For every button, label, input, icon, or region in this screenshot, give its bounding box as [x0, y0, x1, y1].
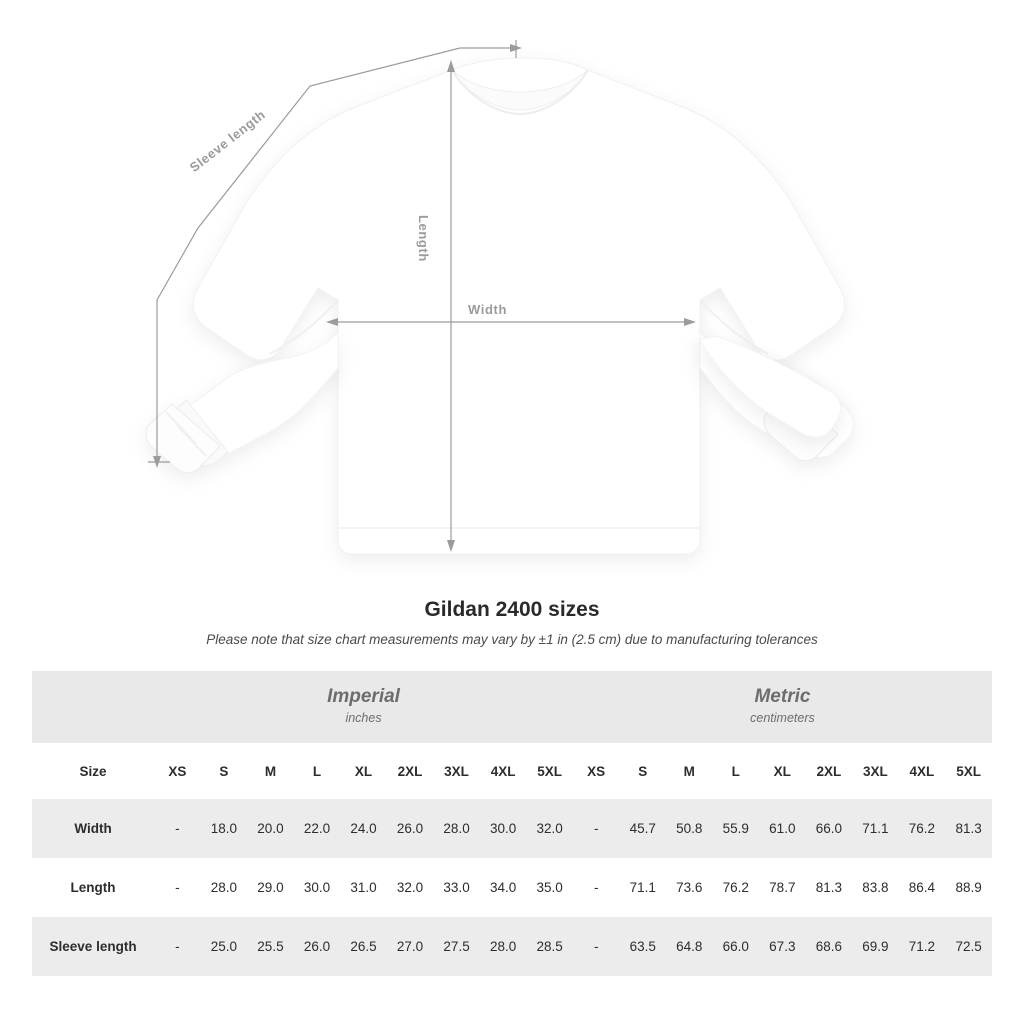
width-label: Width — [468, 302, 507, 317]
row-label-width: Width — [32, 799, 154, 858]
size-chart-table — [32, 671, 992, 976]
size-col-metric-5xl: 5XL — [945, 743, 992, 799]
size-col-imperial-s: S — [201, 743, 248, 799]
cell-sleeve-metric-4xl: 71.2 — [899, 917, 946, 976]
size-col-imperial-2xl: 2XL — [387, 743, 434, 799]
size-table-wrap — [32, 671, 992, 976]
cell-length-metric-xl: 78.7 — [759, 858, 806, 917]
cell-width-metric-xs: - — [573, 799, 620, 858]
cell-length-imperial-xl: 31.0 — [340, 858, 387, 917]
cell-sleeve-metric-s: 63.5 — [619, 917, 666, 976]
size-col-metric-xs: XS — [573, 743, 620, 799]
cell-length-imperial-2xl: 32.0 — [387, 858, 434, 917]
cell-sleeve-metric-l: 66.0 — [713, 917, 760, 976]
cell-width-imperial-m: 20.0 — [247, 799, 294, 858]
cell-length-metric-3xl: 83.8 — [852, 858, 899, 917]
size-col-imperial-4xl: 4XL — [480, 743, 527, 799]
title-block — [0, 598, 1024, 647]
cell-sleeve-metric-3xl: 69.9 — [852, 917, 899, 976]
size-col-metric-xl: XL — [759, 743, 806, 799]
cell-sleeve-imperial-3xl: 27.5 — [433, 917, 480, 976]
page-title: Gildan 2400 sizes — [424, 598, 600, 621]
cell-length-imperial-m: 29.0 — [247, 858, 294, 917]
cell-length-imperial-xs: - — [154, 858, 201, 917]
cell-sleeve-imperial-l: 26.0 — [294, 917, 341, 976]
cell-width-imperial-l: 22.0 — [294, 799, 341, 858]
size-col-imperial-5xl: 5XL — [526, 743, 573, 799]
cell-width-metric-5xl: 81.3 — [945, 799, 992, 858]
size-col-metric-4xl: 4XL — [899, 743, 946, 799]
group-spacer — [32, 671, 154, 743]
cell-width-imperial-4xl: 30.0 — [480, 799, 527, 858]
table-row — [32, 858, 992, 917]
cell-width-metric-xl: 61.0 — [759, 799, 806, 858]
cell-sleeve-imperial-xs: - — [154, 917, 201, 976]
cell-sleeve-imperial-m: 25.5 — [247, 917, 294, 976]
group-metric-name: Metric — [754, 686, 811, 708]
group-imperial — [154, 671, 573, 743]
size-col-metric-2xl: 2XL — [806, 743, 853, 799]
group-imperial-name: Imperial — [327, 686, 400, 708]
cell-length-metric-s: 71.1 — [619, 858, 666, 917]
cell-width-imperial-5xl: 32.0 — [526, 799, 573, 858]
cell-length-imperial-s: 28.0 — [201, 858, 248, 917]
cell-length-metric-l: 76.2 — [713, 858, 760, 917]
cell-sleeve-imperial-xl: 26.5 — [340, 917, 387, 976]
row-label-sleeve-length: Sleeve length — [32, 917, 154, 976]
cell-length-metric-2xl: 81.3 — [806, 858, 853, 917]
size-col-metric-3xl: 3XL — [852, 743, 899, 799]
size-col-imperial-xl: XL — [340, 743, 387, 799]
cell-width-metric-4xl: 76.2 — [899, 799, 946, 858]
length-label: Length — [416, 215, 431, 262]
cell-sleeve-metric-5xl: 72.5 — [945, 917, 992, 976]
cell-sleeve-metric-m: 64.8 — [666, 917, 713, 976]
size-col-imperial-3xl: 3XL — [433, 743, 480, 799]
cell-width-imperial-xs: - — [154, 799, 201, 858]
cell-length-metric-5xl: 88.9 — [945, 858, 992, 917]
cell-sleeve-imperial-s: 25.0 — [201, 917, 248, 976]
sleeve-length-label: Sleeve length — [186, 106, 269, 175]
cell-width-imperial-2xl: 26.0 — [387, 799, 434, 858]
cell-sleeve-imperial-4xl: 28.0 — [480, 917, 527, 976]
size-col-metric-s: S — [619, 743, 666, 799]
group-metric-unit: centimeters — [750, 710, 815, 725]
cell-width-metric-m: 50.8 — [666, 799, 713, 858]
cell-width-metric-l: 55.9 — [713, 799, 760, 858]
group-metric — [573, 671, 992, 743]
cell-width-imperial-s: 18.0 — [201, 799, 248, 858]
cell-sleeve-imperial-2xl: 27.0 — [387, 917, 434, 976]
cell-sleeve-metric-xs: - — [573, 917, 620, 976]
cell-width-metric-2xl: 66.0 — [806, 799, 853, 858]
cell-width-metric-s: 45.7 — [619, 799, 666, 858]
cell-width-imperial-3xl: 28.0 — [433, 799, 480, 858]
cell-length-imperial-4xl: 34.0 — [480, 858, 527, 917]
cell-length-imperial-5xl: 35.0 — [526, 858, 573, 917]
cell-length-metric-xs: - — [573, 858, 620, 917]
cell-length-imperial-l: 30.0 — [294, 858, 341, 917]
size-col-imperial-xs: XS — [154, 743, 201, 799]
size-col-metric-l: L — [713, 743, 760, 799]
cell-sleeve-metric-xl: 67.3 — [759, 917, 806, 976]
table-row — [32, 917, 992, 976]
size-col-imperial-m: M — [247, 743, 294, 799]
cell-length-metric-4xl: 86.4 — [899, 858, 946, 917]
size-header-row — [32, 743, 992, 799]
row-label-length: Length — [32, 858, 154, 917]
cell-width-imperial-xl: 24.0 — [340, 799, 387, 858]
size-header-cell: Size — [32, 743, 154, 799]
cell-length-imperial-3xl: 33.0 — [433, 858, 480, 917]
size-col-imperial-l: L — [294, 743, 341, 799]
cell-sleeve-metric-2xl: 68.6 — [806, 917, 853, 976]
unit-group-row — [32, 671, 992, 743]
size-col-metric-m: M — [666, 743, 713, 799]
table-row — [32, 799, 992, 858]
cell-width-metric-3xl: 71.1 — [852, 799, 899, 858]
cell-sleeve-imperial-5xl: 28.5 — [526, 917, 573, 976]
group-imperial-unit: inches — [345, 710, 382, 725]
tolerance-note: Please note that size chart measurements may vary by ±1 in (2.5 cm) due to manufacturing tolerances — [206, 632, 818, 647]
cell-length-metric-m: 73.6 — [666, 858, 713, 917]
